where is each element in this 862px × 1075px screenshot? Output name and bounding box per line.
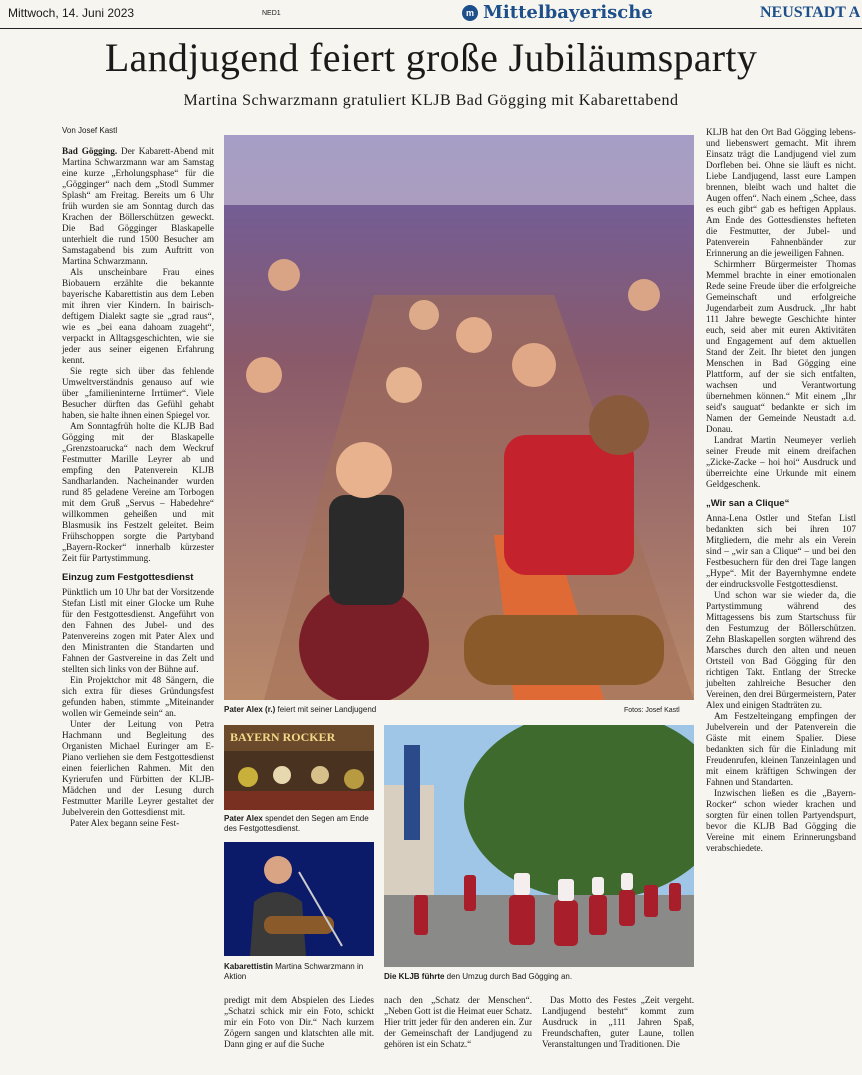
paragraph: Pater Alex begann seine Fest- bbox=[70, 818, 180, 828]
singer-photo-image bbox=[224, 842, 374, 956]
article-title: Landjugend feiert große Jubiläumsparty bbox=[104, 35, 758, 80]
main-photo-image bbox=[224, 135, 694, 700]
band-photo-caption: Pater Alex spendet den Segen am Ende des Festgottesdienst. bbox=[224, 814, 369, 833]
paragraph: Am Festzelteingang empfingen der Jubelverein und der Patenverein die Gäste mit einem Spalier. Diese bedankten sich für die Einladung mit Freudenrufen, kleinen Tanzeinlagen und mit einem kräftigen Schwingen der Fahnen und Standarten. bbox=[706, 711, 856, 787]
paragraph: Und schon war sie wieder da, die Partystimmung während des Mittagessens bis zum Startschuss für den Festumzug der Böllerschützen. Zehn Blaskapellen sorgten während des Marsches durch den alten und neuen Ortsteil von Bad Gögging für den richtigen Takt. Entlang der Strecke jubelten zahlreiche Besucher den Vereinen, den drei Bürgermeistern, Pater Alex und einigen Stadträten zu. bbox=[706, 590, 856, 710]
paragraph: Das Motto des Festes „Zeit vergeht. Landjugend besteht“ kommt zum Ausdruck in „111 Jahren Spaß, Freundschaften, guter Laune, tollen Veranstaltungen und Traditionen. Die bbox=[542, 995, 694, 1049]
text-column-5 bbox=[706, 127, 856, 854]
paragraph: Inzwischen ließen es die „Bayern-Rocker“ schon wieder krachen und sorgten für einen tollen Partyendspurt, bevor die KLJB Bad Gögging die Vereine mit einem Erinnerungsband verabschiedete. bbox=[706, 788, 856, 853]
brand-logo-icon: m bbox=[462, 5, 478, 21]
dateline: Bad Gögging. bbox=[62, 146, 118, 156]
region-name: NEUSTADT A bbox=[760, 4, 861, 21]
brand-name: Mittelbayerische bbox=[483, 2, 653, 23]
paragraph: Am Sonntagfrüh holte die KLJB Bad Gögging mit der Blaskapelle „Grenzstoarucka“ nach dem Weckruf Festmutter Marille Leyrer ab und empfing den Patenverein KLJB Sandharlanden. Nacheinander wurden rund 85 geladene Vereine am Torbogen mit dem Gruß „Servus – Habedehre“ willkommen geheißen und mit Blasmusik ins Festzelt geleitet. Beim Frühschoppen sorgte die Partyband „Bayern-Rocker“ innerhalb kürzester Zeit für Partystimmung. bbox=[62, 421, 214, 563]
paragraph: Landrat Martin Neumeyer verlieh seiner Freude mit einem dreifachen „Zicke-Zacke – hoi hoi“ Ausdruck und überreichte eine Urkunde mit einem Geldgeschenk. bbox=[706, 435, 856, 489]
section-heading: „Wir san a Clique“ bbox=[706, 498, 790, 509]
text-column-1 bbox=[62, 146, 214, 829]
text-column-4 bbox=[542, 995, 694, 1050]
paragraph: Unter der Leitung von Petra Hachmann und Begleitung des Organisten Michael Euringer am E-Piano verliehen sie dem Festgottesdienst einen feierlichen Rahmen. Mit den Kyrierufen und Fürbitten der KLJB-Mädchen und der Lesung durch Festmutter Marille Leyrer gestaltet der Jubelverein den Gottesdienst mit. bbox=[62, 719, 214, 817]
main-photo-crowd bbox=[224, 135, 694, 700]
paragraph: nach den „Schatz der Menschen“. „Neben Gott ist die Heimat euer Schatz. Hier tritt jeder für den anderen ein. Zur der Gemeinschaft der Landjugend zu gehören ist ein Schatz.“ bbox=[384, 995, 532, 1049]
band-sign: BAYERN ROCKER bbox=[230, 730, 336, 744]
text-column-3 bbox=[384, 995, 532, 1050]
paragraph: Sie regte sich über das fehlende Umweltverständnis genauso auf wie über „familieninterne Irrtümer“. Viele Besucher dürften das Gefühl gehabt haben, sie halte ihnen einen Spiegel vor. bbox=[62, 366, 214, 420]
photo-credit: Fotos: Josef Kastl bbox=[624, 707, 680, 714]
page-header bbox=[0, 0, 862, 29]
edition-code: NED1 bbox=[262, 10, 281, 17]
article-byline: Von Josef Kastl bbox=[62, 126, 118, 135]
main-photo-caption: Pater Alex (r.) feiert mit seiner Landjugend bbox=[224, 705, 377, 714]
paragraph: KLJB hat den Ort Bad Gögging lebens- und liebenswert gemacht. Mit ihrem Einsatz trägt die Landjugend viel zum Dorfleben bei. Ohne sie läuft es nicht. Liebe Landjugend, lasst eure Lampen brennen, bleibt wach und haltet die Augen offen“. Nach einem „Schee, dass es euch gibt“ gab es heftigen Applaus. Am Ende des Gottesdienstes hefteten die Festmutter, der Jubel- und Patenverein Fahnenbänder zur Erinnerung an die jeweiligen Fahnen. bbox=[706, 127, 856, 258]
paragraph: Anna-Lena Ostler und Stefan Listl bedankten sich bei ihren 107 Mitgliedern, die mehr als ein Verein sind – „wir san a Clique“ – und bei den Festbesuchern für den drei Tage langen „Hype“. Mit der Bayernhymne endete der eindrucksvolle Festgottesdienst. bbox=[706, 513, 856, 589]
paragraph: Ein Projektchor mit 48 Sängern, die sich extra für dieses Gründungsfest gefunden haben, stimmte „Miteinander wollen wir Gemeinde sein“ an. bbox=[62, 675, 214, 718]
band-photo bbox=[224, 725, 374, 810]
paragraph: Als unscheinbare Frau eines Biobauern erzählte die bekannte bayerische Kabarettistin aus dem Leben mit ihren vier Kindern. In bairisch-deftigem Dialekt sagte sie „grad raus“, wie es „bei eana dahoam zuageht“, verpackt in Alltagsgeschichten, wie sie jeder aus seiner eigenen Erfahrung kennt. bbox=[62, 267, 214, 365]
parade-photo-caption: Die KLJB führte den Umzug durch Bad Gögging an. bbox=[384, 972, 573, 981]
parade-photo-image bbox=[384, 725, 694, 967]
paragraph: Pünktlich um 10 Uhr bat der Vorsitzende Stefan Listl mit einer Glocke um Ruhe für den Festgottesdienst. Angeführt von den Fahnen des Jubel- und des Patenvereins zogen mit Pater Alex und den Ministranten die Standarten und Fahnen der Gastvereine in das Zelt und stellten sich links von der Bühne auf. bbox=[62, 587, 214, 674]
singer-photo-caption: Kabarettistin Martina Schwarzmann in Aktion bbox=[224, 962, 364, 981]
issue-date: Mittwoch, 14. Juni 2023 bbox=[8, 6, 135, 20]
article-subtitle: Martina Schwarzmann gratuliert KLJB Bad Gögging mit Kabarettabend bbox=[183, 92, 679, 109]
parade-photo bbox=[384, 725, 694, 967]
paragraph: predigt mit dem Abspielen des Liedes „Schatzi schick mir ein Foto, schickt mir ein Foto von Dir.“ Nach kurzem Zögern sangen und klatschten alle mit. Dann ging er auf die Suche bbox=[224, 995, 374, 1049]
section-heading: Einzug zum Festgottesdienst bbox=[62, 572, 194, 583]
newspaper-brand bbox=[462, 2, 653, 23]
paragraph: Schirmherr Bürgermeister Thomas Memmel brachte in einer emotionalen Rede seine Freude über die erfolgreiche Gemeinschaft und erfolgreiche Jugendarbeit zum Ausdruck. „Ihr habt 111 Jahre bewegte Geschichte hinter euch, seid aber mit euren Aktivitäten und Engagement auf dem aktuellen Stand der Zeit. Ihr bietet den jungen Menschen in Bad Gögging eine Plattform, auf der sie sich entfalten, wachsen und Verantwortung übernehmen können.“ Mit einem „Ihr seid's sauguat“ bedankte er sich im Namen der Gemeinde Neustadt a.d. Donau. bbox=[706, 259, 856, 434]
text-column-2 bbox=[224, 995, 374, 1050]
paragraph: Der Kabarett-Abend mit Martina Schwarzmann war am Samstag eine kurze „Erholungsphase“ für die „Gögginger“ nach dem „Stodl Summer Splash“ am Freitag. Bereits um 6 Uhr früh wurden sie am Sonntag durch das Krachen der Böllerschützen geweckt. Die Bad Gögginger Blaskapelle unterhielt die rund 1500 Besucher am Samstagabend bis zum Auftritt von Martina Schwarzmann. bbox=[62, 146, 214, 266]
singer-photo bbox=[224, 842, 374, 956]
